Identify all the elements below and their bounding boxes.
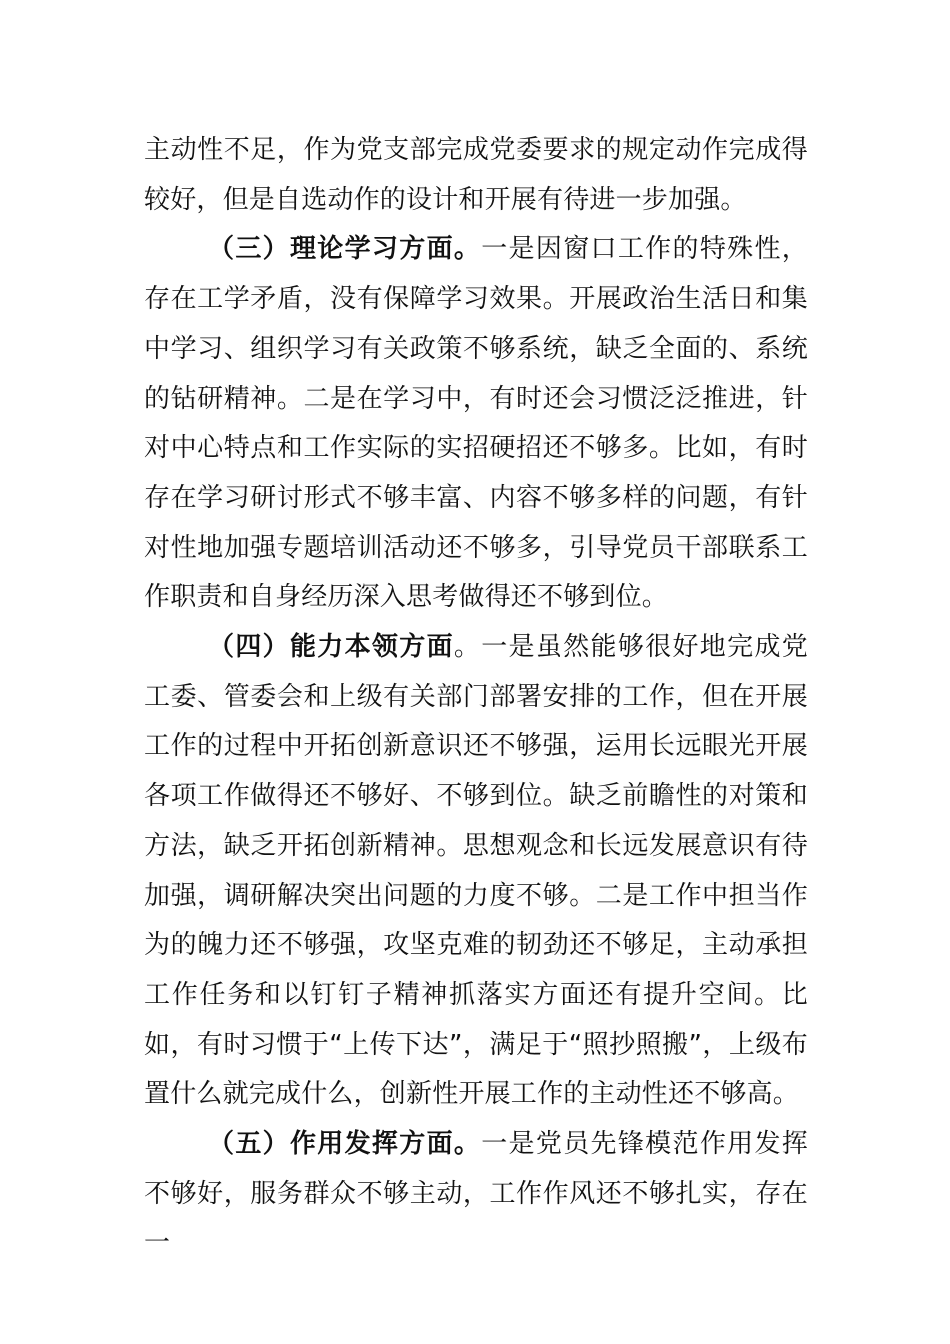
paragraph-ability	[144, 623, 808, 1120]
paragraph-role	[144, 1120, 808, 1269]
document-body	[144, 126, 808, 1269]
section-heading: （五）作用发挥方面。	[208, 1129, 482, 1160]
paragraph-text: 一是因窗口工作的特殊性，存在工学矛盾，没有保障学习效果。开展政治生活日和集中学习、组织学习有关政策不够系统，缺乏全面的、系统的钻研精神。二是在学习中，有时还会习惯泛泛推进，针对中心特点和工作实际的实招硬招还不够多。比如，有时存在学习研讨形式不够丰富、内容不够多样的问题，有针对性地加强专题培训活动还不够多，引导党员干部联系工作职责和自身经历深入思考做得还不够到位。	[144, 234, 808, 613]
paragraph-text: 一是党员先锋模范作用发挥不够好，服务群众不够主动，工作作风还不够扎实，存在一	[144, 1129, 808, 1259]
paragraph-theory-study	[144, 225, 808, 623]
paragraph-continuation	[144, 126, 808, 225]
paragraph-text: 主动性不足，作为党支部完成党委要求的规定动作完成得较好，但是自选动作的设计和开展有待进一步加强。	[144, 135, 808, 215]
paragraph-text: 。一是虽然能够很好地完成党工委、管委会和上级有关部门部署安排的工作，但在开展工作的过程中开拓创新意识还不够强，运用长远眼光开展各项工作做得还不够好、不够到位。缺乏前瞻性的对策和方法，缺乏开拓创新精神。思想观念和长远发展意识有待加强，调研解决突出问题的力度不够。二是工作中担当作为的魄力还不够强，攻坚克难的韧劲还不够足，主动承担工作任务和以钉钉子精神抓落实方面还有提升空间。比如，有时习惯于“上传下达”，满足于“照抄照搬”，上级布置什么就完成什么，创新性开展工作的主动性还不够高。	[144, 632, 808, 1110]
section-heading: （四）能力本领方面	[208, 632, 454, 663]
section-heading: （三）理论学习方面。	[208, 234, 482, 265]
